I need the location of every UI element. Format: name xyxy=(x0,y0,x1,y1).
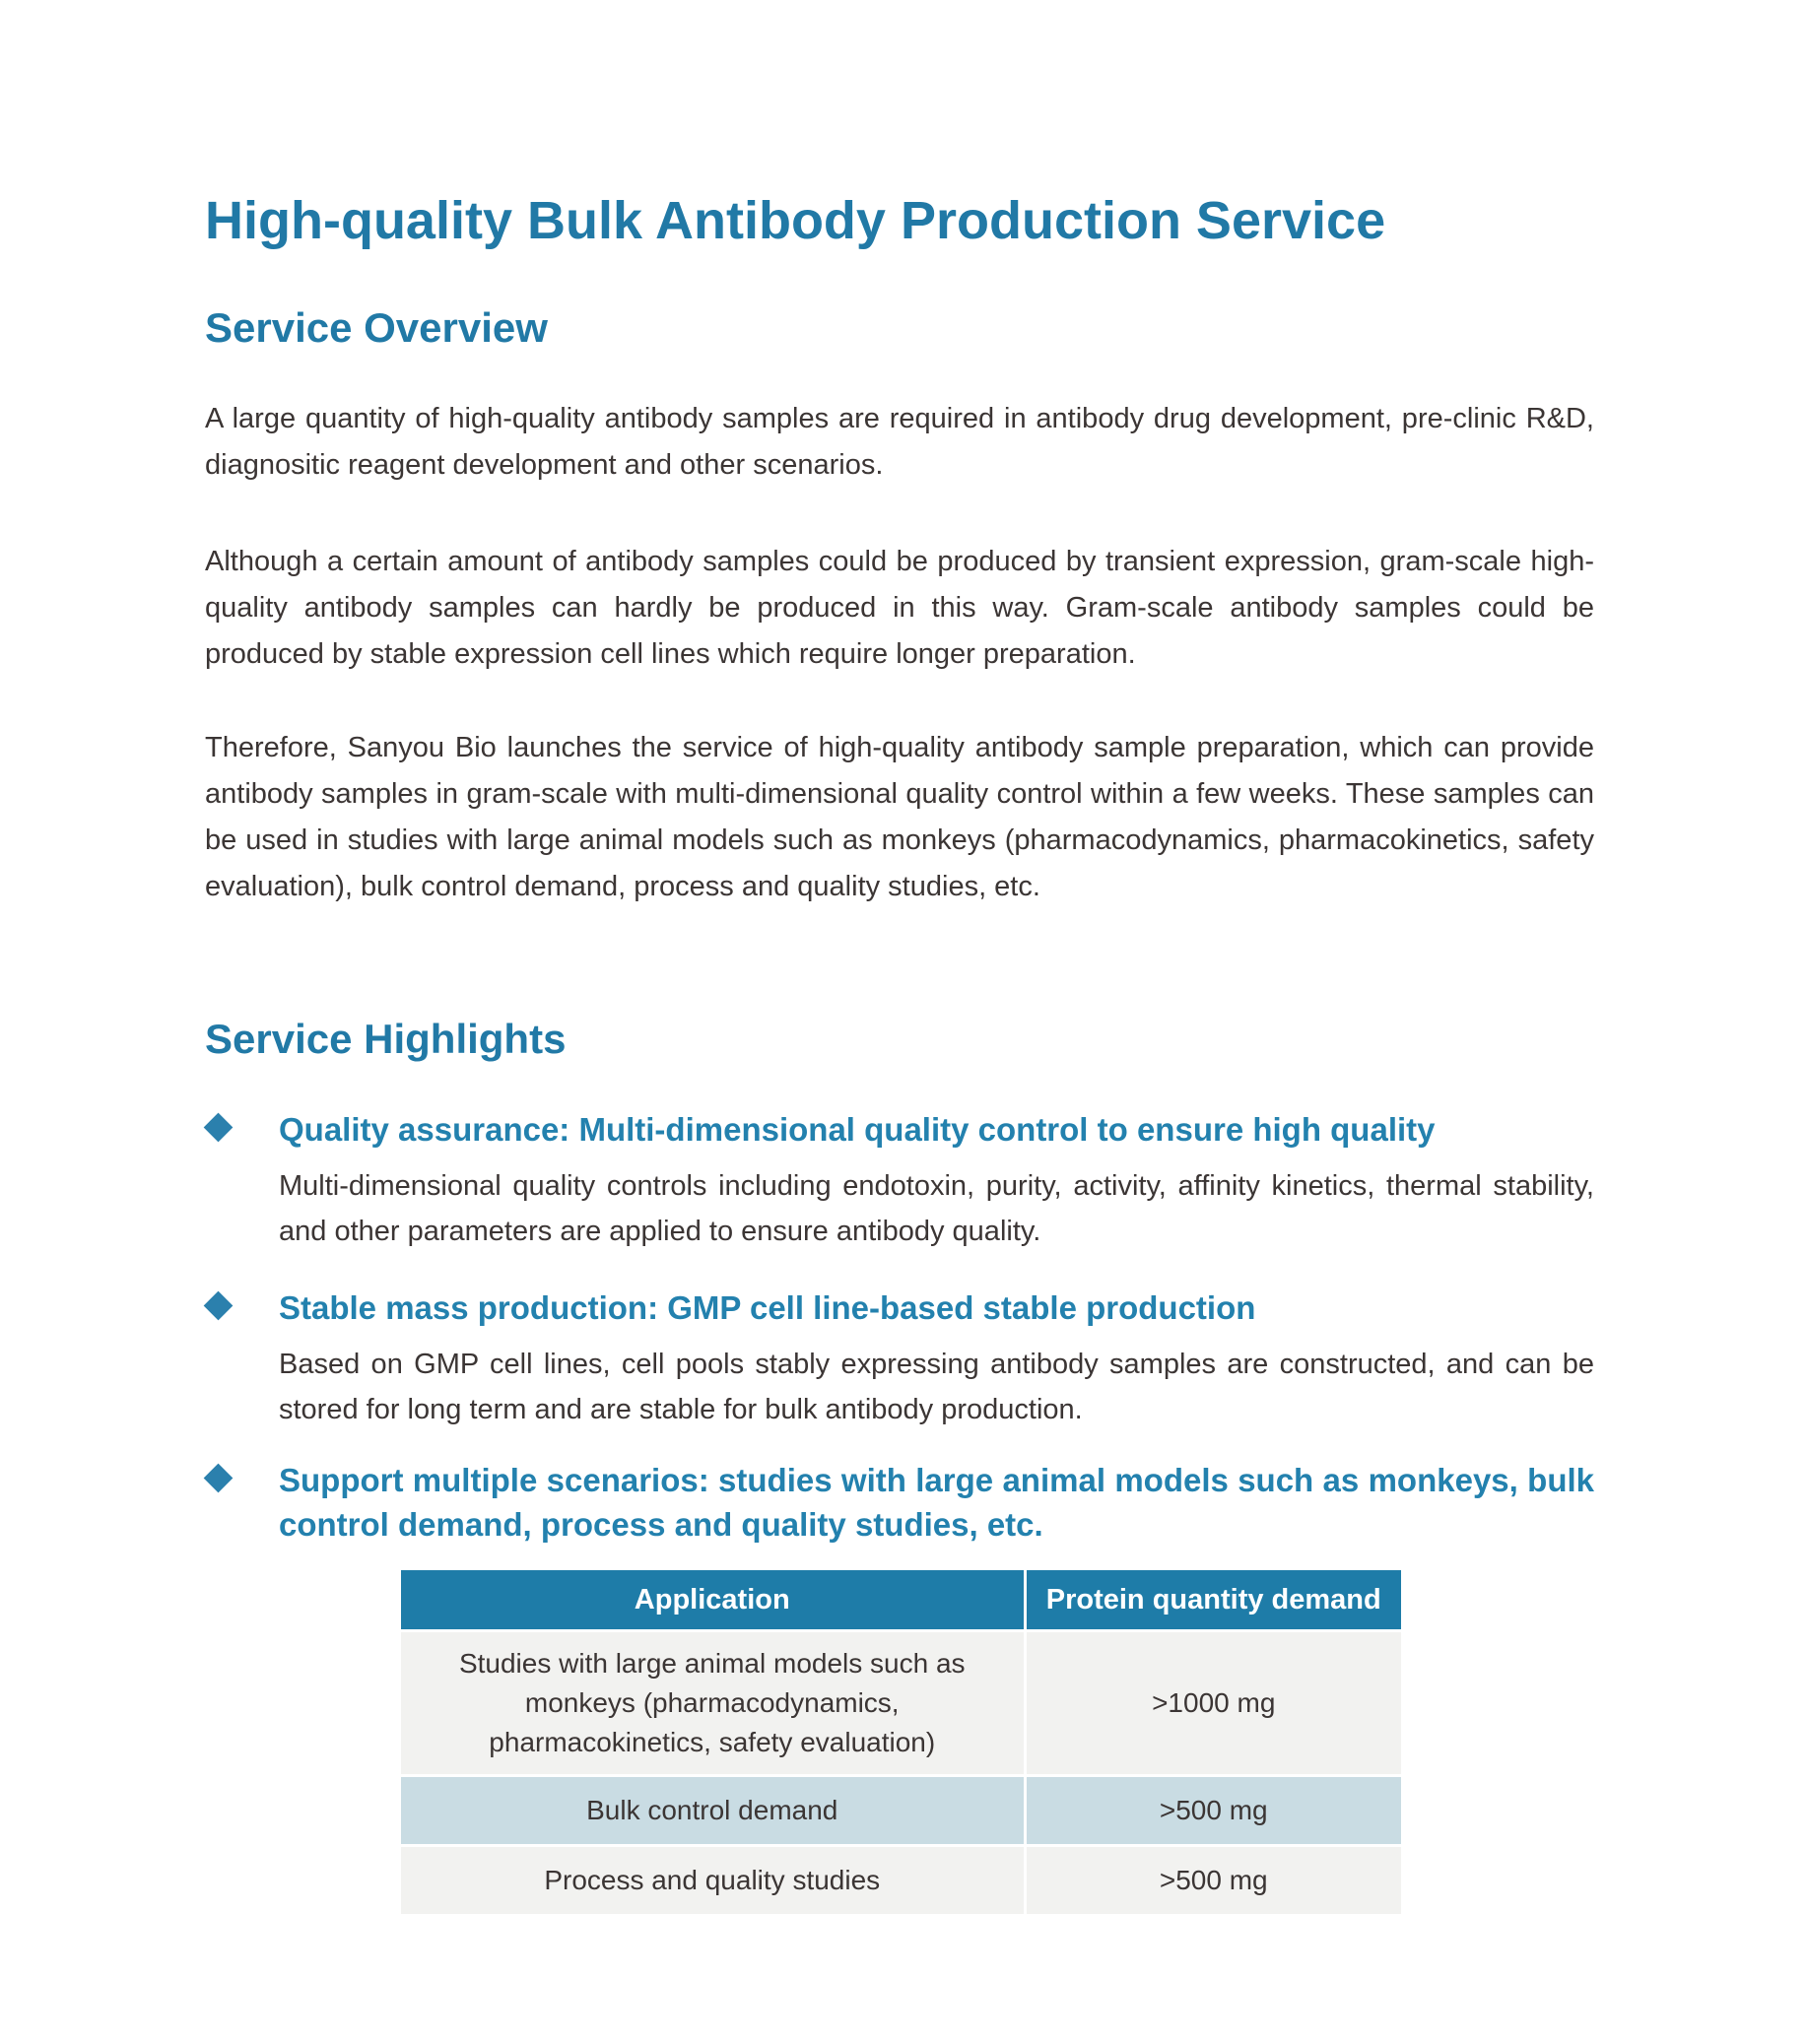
highlight-title: Stable mass production: GMP cell line-based stable production xyxy=(279,1289,1256,1326)
overview-paragraph-1: A large quantity of high-quality antibody samples are required in antibody drug development, pre-clinic R&D, diagnositic reagent development and other scenarios. xyxy=(205,403,1594,481)
table-row xyxy=(401,1631,1401,1776)
highlight-body: Based on GMP cell lines, cell pools stably expressing antibody samples are constructed, and can be stored for long term and are stable for bulk antibody production. xyxy=(279,1349,1594,1425)
overview-paragraph-3: Therefore, Sanyou Bio launches the service of high-quality antibody sample preparation, which can provide antibody samples in gram-scale with multi-dimensional quality control within a few weeks. These samples can be used in studies with large animal models such as monkeys (pharmacodynamics, pharmacokinetics, safety evaluation), bulk control demand, process and quality studies, etc. xyxy=(205,732,1594,902)
highlight-item-stable-mass-production xyxy=(205,1286,1594,1432)
table-header-application: Application xyxy=(401,1570,1025,1631)
table-cell-demand: >1000 mg xyxy=(1025,1631,1401,1776)
page-content xyxy=(205,0,1594,1914)
overview-paragraph-2: Although a certain amount of antibody samples could be produced by transient expression, gram-scale high-quality antibody samples can hardly be produced in this way. Gram-scale antibody samples could be produced by stable expression cell lines which require longer preparation. xyxy=(205,546,1594,670)
highlight-item-quality-assurance xyxy=(205,1107,1594,1254)
section-heading-service-overview: Service Overview xyxy=(205,304,548,351)
highlight-title: Quality assurance: Multi-dimensional quality control to ensure high quality xyxy=(279,1111,1436,1148)
protein-quantity-table xyxy=(401,1570,1401,1914)
table-cell-demand: >500 mg xyxy=(1025,1776,1401,1846)
table-row xyxy=(401,1846,1401,1915)
highlight-item-support-multiple-scenarios xyxy=(205,1458,1594,1547)
table-row xyxy=(401,1776,1401,1846)
table-cell-application: Process and quality studies xyxy=(401,1846,1025,1915)
section-heading-service-highlights: Service Highlights xyxy=(205,1016,567,1062)
page-title: High-quality Bulk Antibody Production Service xyxy=(205,191,1386,250)
diamond-bullet-icon xyxy=(204,1464,234,1493)
table-cell-application: Bulk control demand xyxy=(401,1776,1025,1846)
highlight-body: Multi-dimensional quality controls including endotoxin, purity, activity, affinity kinetics, thermal stability, and other parameters are applied to ensure antibody quality. xyxy=(279,1170,1594,1247)
table-header-row xyxy=(401,1570,1401,1631)
diamond-bullet-icon xyxy=(204,1113,234,1143)
table-cell-demand: >500 mg xyxy=(1025,1846,1401,1915)
table-cell-application: Studies with large animal models such as monkeys (pharmacodynamics, pharmacokinetics, safety evaluation) xyxy=(401,1631,1025,1776)
diamond-bullet-icon xyxy=(204,1291,234,1321)
highlight-title: Support multiple scenarios: studies with large animal models such as monkeys, bulk control demand, process and quality studies, etc. xyxy=(279,1462,1594,1543)
table-header-protein-quantity-demand: Protein quantity demand xyxy=(1025,1570,1401,1631)
